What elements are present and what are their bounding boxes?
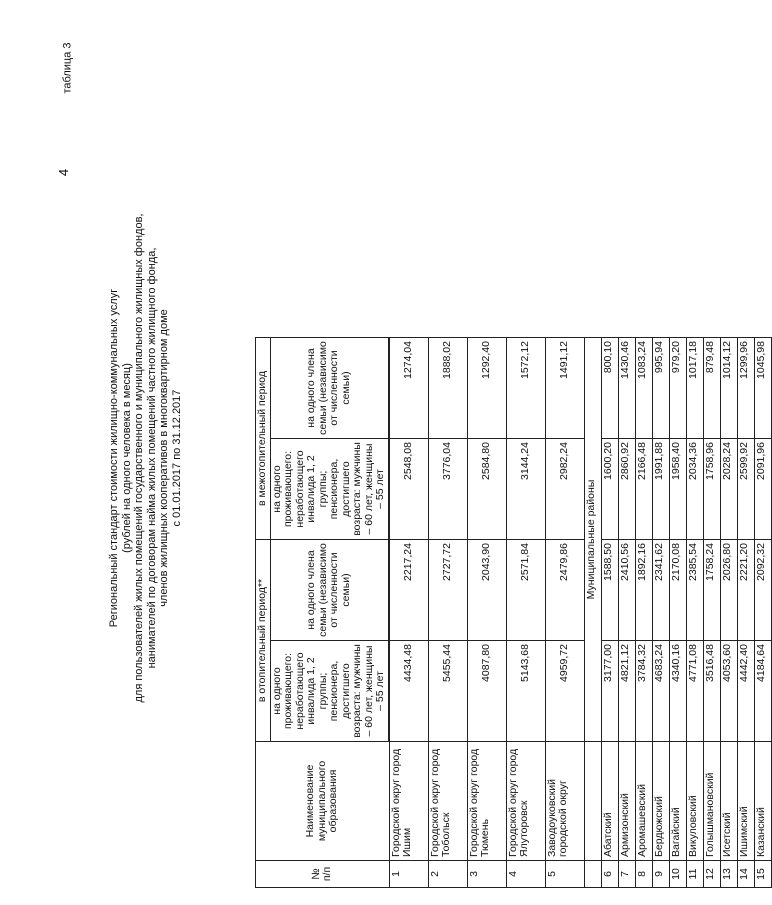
row-interheating-family: 800,10 (601, 338, 618, 439)
row-interheating-family: 1014,12 (720, 338, 737, 439)
row-name: Вагайский (669, 742, 686, 861)
row-interheating-family: 1045,98 (754, 338, 771, 439)
row-heating-single: 4184,64 (754, 641, 771, 742)
row-heating-single: 4959,72 (545, 641, 584, 742)
row-interheating-family: 1888,02 (428, 338, 467, 439)
row-num: 13 (720, 861, 737, 888)
table-row (703, 338, 720, 888)
row-heating-family: 1892,16 (635, 540, 652, 641)
row-interheating-single: 2034,36 (686, 439, 703, 540)
table-row (669, 338, 686, 888)
row-interheating-single: 2028,24 (720, 439, 737, 540)
row-heating-single: 4053,60 (720, 641, 737, 742)
title-line-2: (рублей на одного человека в месяц) (120, 363, 133, 553)
title-line-6: с 01.01.2017 по 31.12.2017 (170, 389, 183, 527)
row-num: 7 (618, 861, 635, 888)
table-row (601, 338, 618, 888)
row-name: Аромашевский (635, 742, 652, 861)
row-interheating-single: 2091,96 (754, 439, 771, 540)
row-heating-family: 2727,72 (428, 540, 467, 641)
row-interheating-single: 3776,04 (428, 439, 467, 540)
row-interheating-family: 1430,46 (618, 338, 635, 439)
row-interheating-single: 2982,24 (545, 439, 584, 540)
table-label: таблица 3 (61, 42, 74, 94)
table-row (389, 338, 428, 888)
row-heating-family: 2221,20 (737, 540, 754, 641)
row-num: 1 (389, 861, 428, 888)
row-interheating-family: 1274,04 (389, 338, 428, 439)
row-name: Городской округ город Тюмень (467, 742, 506, 861)
header-heating-family: на одного члена семьи (независимо от численности семьи) (270, 540, 388, 641)
row-interheating-family: 1292,40 (467, 338, 506, 439)
row-heating-single: 4340,16 (669, 641, 686, 742)
row-heating-single: 3784,32 (635, 641, 652, 742)
row-heating-family: 2385,54 (686, 540, 703, 641)
row-heating-single: 5143,68 (506, 641, 545, 742)
row-heating-single: 5455,44 (428, 641, 467, 742)
row-heating-single: 4087,80 (467, 641, 506, 742)
row-heating-single: 4442,40 (737, 641, 754, 742)
row-num: 10 (669, 861, 686, 888)
row-interheating-family: 995,94 (652, 338, 669, 439)
table-row (428, 338, 467, 888)
table-row (686, 338, 703, 888)
row-name: Армизонский (618, 742, 635, 861)
row-num: 11 (686, 861, 703, 888)
rotated-document (108, 28, 767, 888)
table-title (108, 28, 254, 888)
table-row (754, 338, 771, 888)
row-interheating-single: 2548,08 (389, 439, 428, 540)
row-name: Исетский (720, 742, 737, 861)
title-line-5: членов жилищных кооперативов в многоквартирном доме (158, 309, 170, 607)
table-row (635, 338, 652, 888)
row-interheating-single: 2166,48 (635, 439, 652, 540)
row-heating-family: 2043,90 (467, 540, 506, 641)
row-num: 15 (754, 861, 771, 888)
header-interheating-family: на одного члена семьи (независимо от численности семьи) (270, 338, 388, 439)
row-heating-family: 2170,08 (669, 540, 686, 641)
row-name: Городской округ город Ишим (389, 742, 428, 861)
title-line-3: для пользователей жилых помещений государственного и муниципального жилищных фондов, (133, 213, 145, 703)
row-interheating-family: 1083,24 (635, 338, 652, 439)
row-interheating-single: 2860,92 (618, 439, 635, 540)
row-num: 4 (506, 861, 545, 888)
row-interheating-family: 879,48 (703, 338, 720, 439)
row-name: Городской округ город Ялуторовск (506, 742, 545, 861)
row-num: 5 (545, 861, 584, 888)
header-heating-single: на одного проживающего: неработающего инвалида 1, 2 группы; пенсионера, достигшего возраста: мужчины – 60 лет, женщины – 55 лет (270, 641, 388, 742)
table-row (545, 338, 584, 888)
row-heating-family: 2092,32 (754, 540, 771, 641)
row-num: 2 (428, 861, 467, 888)
row-heating-single: 4821,12 (618, 641, 635, 742)
row-interheating-single: 2584,80 (467, 439, 506, 540)
row-interheating-family: 1572,12 (506, 338, 545, 439)
row-heating-single: 3516,48 (703, 641, 720, 742)
row-interheating-single: 1758,96 (703, 439, 720, 540)
row-num: 3 (467, 861, 506, 888)
row-heating-family: 2026,80 (720, 540, 737, 641)
header-interheating-single: на одного проживающего: неработающего инвалида 1, 2 группы; пенсионера, достигшего возраста: мужчины – 60 лет, женщины – 55 лет (270, 439, 388, 540)
row-heating-family: 2341,62 (652, 540, 669, 641)
row-heating-family: 2410,56 (618, 540, 635, 641)
row-heating-family: 1758,24 (703, 540, 720, 641)
table-row (720, 338, 737, 888)
row-heating-single: 4434,48 (389, 641, 428, 742)
row-interheating-single: 1958,40 (669, 439, 686, 540)
page-number: 4 (56, 168, 72, 177)
standard-table (255, 337, 772, 888)
row-interheating-family: 979,20 (669, 338, 686, 439)
row-heating-single: 3177,00 (601, 641, 618, 742)
row-name: Голышмановский (703, 742, 720, 861)
row-num: 9 (652, 861, 669, 888)
row-interheating-single: 1600,20 (601, 439, 618, 540)
row-interheating-family: 1491,12 (545, 338, 584, 439)
table-row (737, 338, 754, 888)
row-interheating-single: 2599,92 (737, 439, 754, 540)
row-interheating-single: 1991,88 (652, 439, 669, 540)
title-line-4: нанимателей по договорам найма жилых помещений частного жилищного фонда, (145, 247, 158, 669)
row-heating-family: 2217,24 (389, 540, 428, 641)
row-num: 6 (601, 861, 618, 888)
header-interheating: в межотопительный период (256, 338, 271, 540)
row-num: 8 (635, 861, 652, 888)
row-heating-single: 4771,08 (686, 641, 703, 742)
row-name: Заводоуковский городской округ (545, 742, 584, 861)
table-row (618, 338, 635, 888)
table-row (467, 338, 506, 888)
section-municipal-districts: Муниципальные районы (584, 338, 601, 742)
row-num: 12 (703, 861, 720, 888)
row-heating-family: 1588,50 (601, 540, 618, 641)
row-heating-family: 2479,86 (545, 540, 584, 641)
table-row (506, 338, 545, 888)
row-name: Ишимский (737, 742, 754, 861)
row-interheating-single: 3144,24 (506, 439, 545, 540)
row-name: Казанский (754, 742, 771, 861)
table-row (652, 338, 669, 888)
header-name: Наименование муниципального образования (256, 742, 390, 861)
row-name: Викуловский (686, 742, 703, 861)
row-name: Абатский (601, 742, 618, 861)
header-heating: в отопительный период** (256, 540, 271, 742)
row-interheating-family: 1017,18 (686, 338, 703, 439)
header-num: № п/п (256, 861, 390, 888)
title-line-1: Региональный стандарт стоимости жилищно-коммунальных услуг (108, 288, 120, 628)
row-name: Бердюжский (652, 742, 669, 861)
row-num: 14 (737, 861, 754, 888)
row-name: Городской округ город Тобольск (428, 742, 467, 861)
row-heating-family: 2571,84 (506, 540, 545, 641)
row-interheating-family: 1299,96 (737, 338, 754, 439)
row-heating-single: 4683,24 (652, 641, 669, 742)
